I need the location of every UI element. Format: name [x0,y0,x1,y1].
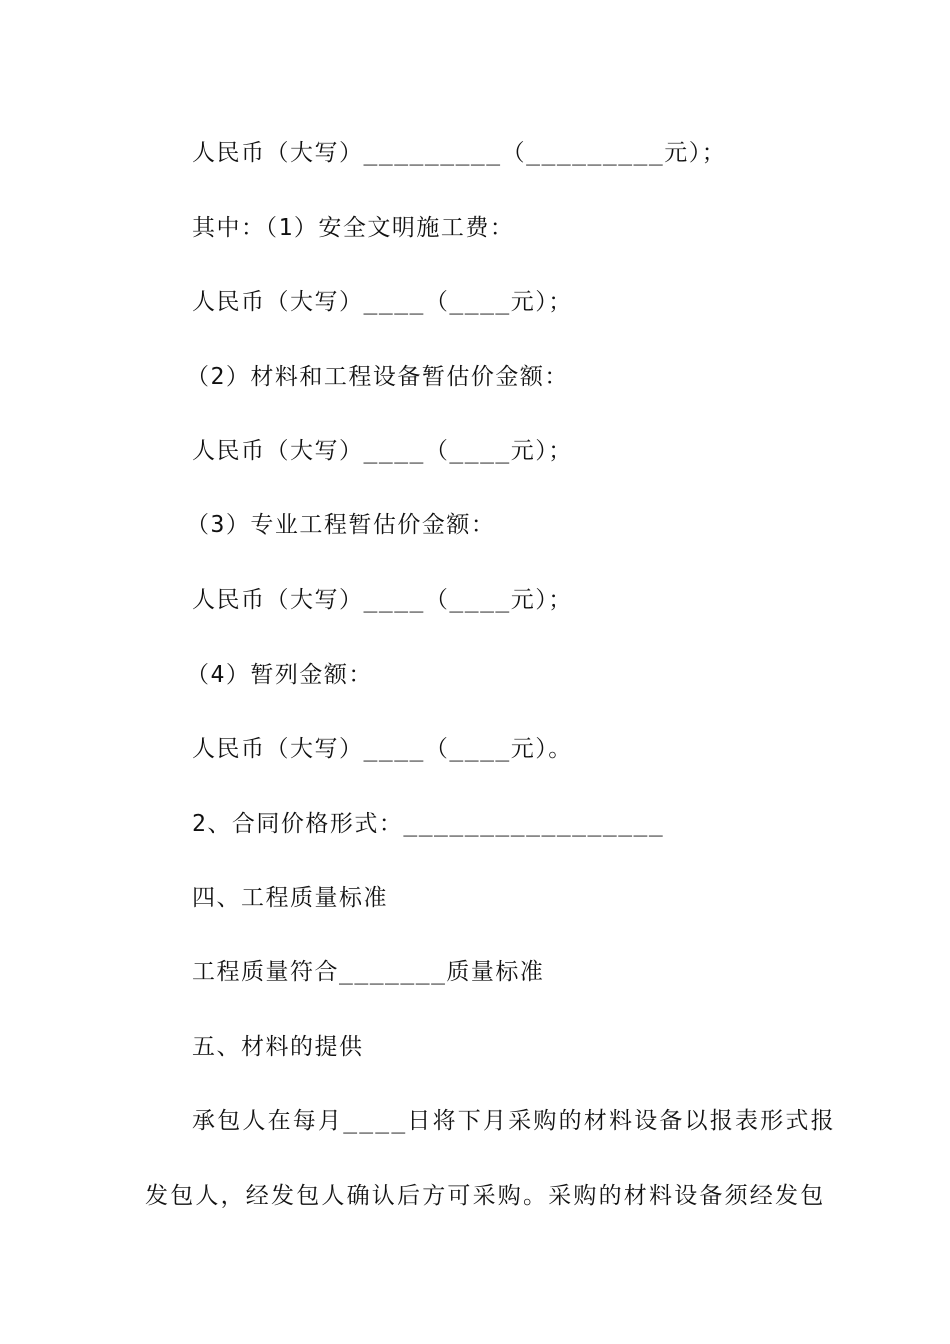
provisional-sum-heading: （4）暂列金额： [186,662,373,688]
contract-price-form-line: 2、合同价格形式：_________________ [192,811,665,837]
materials-paragraph-line-1: 承包人在每月____日将下月采购的材料设备以报表形式报 [192,1108,836,1134]
section-quality-heading: 四、工程质量标准 [192,885,388,911]
safety-fee-amount-line: 人民币（大写）____（____元）； [192,289,573,315]
materials-paragraph-line-2: 发包人，经发包人确认后方可采购。采购的材料设备须经发包 [145,1183,826,1209]
contract-price-total-line: 人民币（大写）_________（_________元）； [192,140,727,166]
materials-estimate-amount-line: 人民币（大写）____（____元）； [192,438,573,464]
provisional-sum-amount-line: 人民币（大写）____（____元）。 [192,736,573,762]
specialty-estimate-amount-line: 人民币（大写）____（____元）； [192,587,573,613]
quality-standard-line: 工程质量符合_______质量标准 [192,959,545,985]
section-materials-heading: 五、材料的提供 [192,1034,364,1060]
safety-fee-heading: 其中：（1）安全文明施工费： [192,215,515,241]
specialty-estimate-heading: （3）专业工程暂估价金额： [186,512,496,538]
materials-estimate-heading: （2）材料和工程设备暂估价金额： [186,364,569,390]
